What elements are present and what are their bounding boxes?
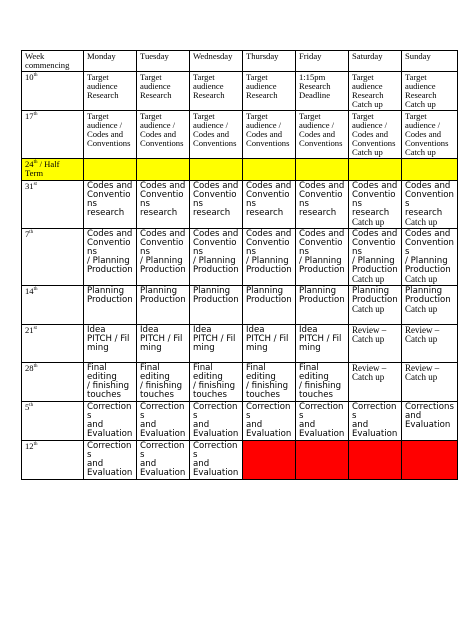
schedule-cell (402, 111, 458, 159)
cell-line: Catch up (405, 274, 438, 284)
schedule-cell (349, 72, 402, 111)
cell-line: Conventions (352, 238, 396, 257)
week-label (22, 111, 84, 159)
header-day: Sunday (402, 51, 458, 72)
cell-text: Corrections and Evaluation (193, 402, 239, 439)
cell-text: Idea PITCH / Fil ming (299, 325, 342, 353)
schedule-cell (137, 181, 190, 229)
week-number: 31 (25, 181, 34, 191)
cell-text: Corrections and Evaluation (246, 402, 292, 439)
header-week-commencing: Week commencing (22, 51, 84, 72)
cell-text: Planning Production (193, 286, 239, 305)
week-label (22, 286, 84, 325)
schedule-cell (84, 441, 137, 480)
cell-line: Codes and (352, 181, 398, 191)
schedule-cell (296, 159, 349, 181)
cell-text: Final editing / finishing touches (140, 363, 183, 400)
schedule-cell (243, 181, 296, 229)
cell-line: Review – (352, 325, 387, 335)
cell-line: Production (352, 295, 398, 305)
cell-text: Final editing / finishing touches (87, 363, 130, 400)
schedule-cell (190, 181, 243, 229)
schedule-cell (296, 286, 349, 325)
cell-text: Corrections and Evaluation (140, 441, 186, 478)
cell-text: Target audience / Codes and Conventions (140, 111, 184, 148)
week-label (22, 363, 84, 402)
schedule-cell (137, 402, 190, 441)
cell-text: Planning Production (246, 286, 292, 305)
schedule-cell (243, 441, 296, 480)
cell-line: Catch up (352, 217, 385, 227)
schedule-cell (84, 229, 137, 286)
week-suffix: th (33, 364, 38, 370)
cell-text: Target audience / Codes and Conventions (246, 111, 290, 148)
schedule-cell (349, 111, 402, 159)
header-day: Monday (84, 51, 137, 72)
cell-line: Conventions (352, 190, 396, 209)
cell-text: Corrections and Evaluation (299, 402, 345, 439)
week-number: 14 (25, 286, 34, 296)
schedule-cell (137, 286, 190, 325)
schedule-cell (190, 286, 243, 325)
cell-text: Target audience Research (193, 72, 225, 100)
schedule-cell (84, 111, 137, 159)
schedule-body (22, 72, 458, 480)
cell-text: Target audience / Codes and Conventions Catch up (405, 111, 449, 157)
cell-text: Codes and Conventions / Planning Production (246, 229, 292, 275)
week-suffix: th (29, 403, 34, 409)
week-row (22, 402, 458, 441)
cell-text: Idea PITCH / Fil ming (246, 325, 289, 353)
cell-line: Catch up (405, 372, 438, 382)
schedule-cell (402, 325, 458, 363)
schedule-cell (84, 286, 137, 325)
cell-text: Planning Production (140, 286, 186, 305)
schedule-cell (190, 402, 243, 441)
week-label (22, 325, 84, 363)
cell-line: Catch up (352, 274, 385, 284)
schedule-cell (190, 72, 243, 111)
week-row (22, 159, 458, 181)
schedule-cell (349, 159, 402, 181)
week-note: / Half Term (25, 159, 60, 178)
week-label (22, 229, 84, 286)
schedule-cell (137, 441, 190, 480)
schedule-cell (137, 363, 190, 402)
week-row (22, 72, 458, 111)
schedule-cell (243, 111, 296, 159)
schedule-cell (296, 441, 349, 480)
schedule-cell (243, 363, 296, 402)
schedule-cell (137, 229, 190, 286)
week-number: 10 (25, 72, 34, 82)
week-number: 24 (25, 159, 34, 169)
week-suffix: st (33, 326, 37, 332)
schedule-cell (84, 159, 137, 181)
cell-line: Production (352, 265, 398, 275)
schedule-cell (296, 181, 349, 229)
schedule-cell (137, 111, 190, 159)
cell-line: Catch up (405, 217, 438, 227)
schedule-cell (349, 402, 402, 441)
schedule-cell (190, 441, 243, 480)
cell-text: Corrections and Evaluation (87, 402, 133, 439)
schedule-cell (84, 181, 137, 229)
schedule-cell (190, 111, 243, 159)
cell-text: Corrections and Evaluation (352, 402, 398, 439)
cell-line: Codes and (405, 181, 451, 191)
cell-line: research (352, 208, 390, 218)
cell-text: Codes and Conventions research (140, 181, 186, 218)
cell-text: Planning Production (87, 286, 133, 305)
schedule-cell (296, 325, 349, 363)
schedule-cell (296, 72, 349, 111)
cell-text: Corrections and Evaluation (140, 402, 186, 439)
cell-text: Final editing / finishing touches (246, 363, 289, 400)
header-day: Thursday (243, 51, 296, 72)
schedule-cell (402, 159, 458, 181)
schedule-cell (402, 441, 458, 480)
cell-line: research (405, 208, 443, 218)
schedule-cell (296, 402, 349, 441)
schedule-cell (296, 229, 349, 286)
header-row (22, 51, 458, 72)
cell-text: Target audience / Codes and Conventions Catch up (352, 111, 396, 157)
week-number: 21 (25, 325, 34, 335)
week-row (22, 111, 458, 159)
week-label (22, 441, 84, 480)
week-suffix: th (33, 287, 38, 293)
cell-text: Target audience Research (140, 72, 172, 100)
week-suffix: th (33, 73, 38, 79)
cell-text: Final editing / finishing touches (193, 363, 236, 400)
cell-text: Codes and Conventions research (299, 181, 345, 218)
week-row (22, 363, 458, 402)
cell-text: Final editing / finishing touches (299, 363, 342, 400)
cell-text: Idea PITCH / Fil ming (87, 325, 130, 353)
cell-line: Planning (405, 286, 443, 296)
schedule-cell (243, 229, 296, 286)
schedule-cell (402, 402, 458, 441)
cell-line: Catch up (405, 334, 438, 344)
week-row (22, 229, 458, 286)
cell-line: Catch up (352, 372, 385, 382)
cell-text: Target audience Research (246, 72, 278, 100)
cell-text: 1:15pm Research Deadline (299, 72, 331, 100)
schedule-cell (137, 325, 190, 363)
schedule-cell (190, 159, 243, 181)
week-row (22, 286, 458, 325)
week-suffix: st (33, 182, 37, 188)
cell-line: Catch up (352, 334, 385, 344)
schedule-cell (349, 229, 402, 286)
cell-line: Conventions (405, 190, 454, 209)
cell-text: Target audience Research Catch up (352, 72, 384, 109)
cell-text: Codes and Conventions / Planning Production (140, 229, 186, 275)
header-day: Friday (296, 51, 349, 72)
schedule-cell (349, 181, 402, 229)
schedule-cell (243, 72, 296, 111)
cell-line: / Planning (405, 256, 448, 266)
cell-text: Target audience / Codes and Conventions (87, 111, 131, 148)
cell-text: Corrections and Evaluation (193, 441, 239, 478)
schedule-cell (243, 402, 296, 441)
header-day: Saturday (349, 51, 402, 72)
cell-text: Corrections and Evaluation (87, 441, 133, 478)
week-number: 12 (25, 441, 34, 451)
cell-line: / Planning (352, 256, 395, 266)
week-suffix: th (33, 160, 38, 166)
schedule-cell (402, 181, 458, 229)
cell-line: Catch up (405, 304, 438, 314)
week-number: 17 (25, 111, 34, 121)
schedule-cell (84, 72, 137, 111)
header-day: Wednesday (190, 51, 243, 72)
schedule-cell (402, 286, 458, 325)
cell-line: Conventions (405, 238, 454, 257)
week-number: 7 (25, 229, 30, 239)
cell-text: Planning Production (299, 286, 345, 305)
cell-text: Codes and Conventions / Planning Production (87, 229, 133, 275)
cell-line: Codes and (405, 229, 451, 239)
week-number: 5 (25, 402, 30, 412)
cell-line: Review – (352, 363, 387, 373)
schedule-cell (349, 441, 402, 480)
week-label (22, 159, 84, 181)
schedule-cell (137, 72, 190, 111)
schedule-cell (243, 286, 296, 325)
week-label (22, 181, 84, 229)
cell-text: Corrections and Evaluation (405, 402, 454, 430)
cell-text: Idea PITCH / Fil ming (193, 325, 236, 353)
week-label (22, 402, 84, 441)
schedule-cell (190, 229, 243, 286)
cell-line: Production (405, 265, 451, 275)
cell-text: Codes and Conventions / Planning Production (193, 229, 239, 275)
cell-line: Catch up (352, 304, 385, 314)
week-label (22, 72, 84, 111)
cell-text: Codes and Conventions research (246, 181, 292, 218)
cell-text: Target audience Research (87, 72, 119, 100)
schedule-cell (84, 402, 137, 441)
cell-text: Target audience Research Catch up (405, 72, 437, 109)
cell-line: Review – (405, 325, 440, 335)
header-day: Tuesday (137, 51, 190, 72)
week-suffix: th (33, 442, 38, 448)
cell-text: Codes and Conventions research (193, 181, 239, 218)
week-row (22, 441, 458, 480)
week-row (22, 181, 458, 229)
schedule-cell (190, 363, 243, 402)
schedule-cell (296, 111, 349, 159)
schedule-cell (84, 325, 137, 363)
week-suffix: th (33, 112, 38, 118)
cell-line: Review – (405, 363, 440, 373)
cell-text: Codes and Conventions / Planning Production (299, 229, 345, 275)
cell-line: Production (405, 295, 451, 305)
week-suffix: th (29, 230, 34, 236)
cell-text: Idea PITCH / Fil ming (140, 325, 183, 353)
schedule-cell (349, 325, 402, 363)
week-number: 28 (25, 363, 34, 373)
schedule-cell (137, 159, 190, 181)
schedule-cell (296, 363, 349, 402)
cell-line: Codes and (352, 229, 398, 239)
schedule-cell (402, 229, 458, 286)
schedule-cell (402, 72, 458, 111)
cell-line: Planning (352, 286, 390, 296)
schedule-cell (190, 325, 243, 363)
cell-text: Target audience / Codes and Conventions (193, 111, 237, 148)
schedule-cell (243, 325, 296, 363)
cell-text: Target audience / Codes and Conventions (299, 111, 343, 148)
schedule-cell (402, 363, 458, 402)
week-row (22, 325, 458, 363)
schedule-cell (349, 286, 402, 325)
schedule-cell (243, 159, 296, 181)
schedule-cell (349, 363, 402, 402)
cell-text: Codes and Conventions research (87, 181, 133, 218)
schedule-cell (84, 363, 137, 402)
schedule-table (21, 50, 458, 480)
